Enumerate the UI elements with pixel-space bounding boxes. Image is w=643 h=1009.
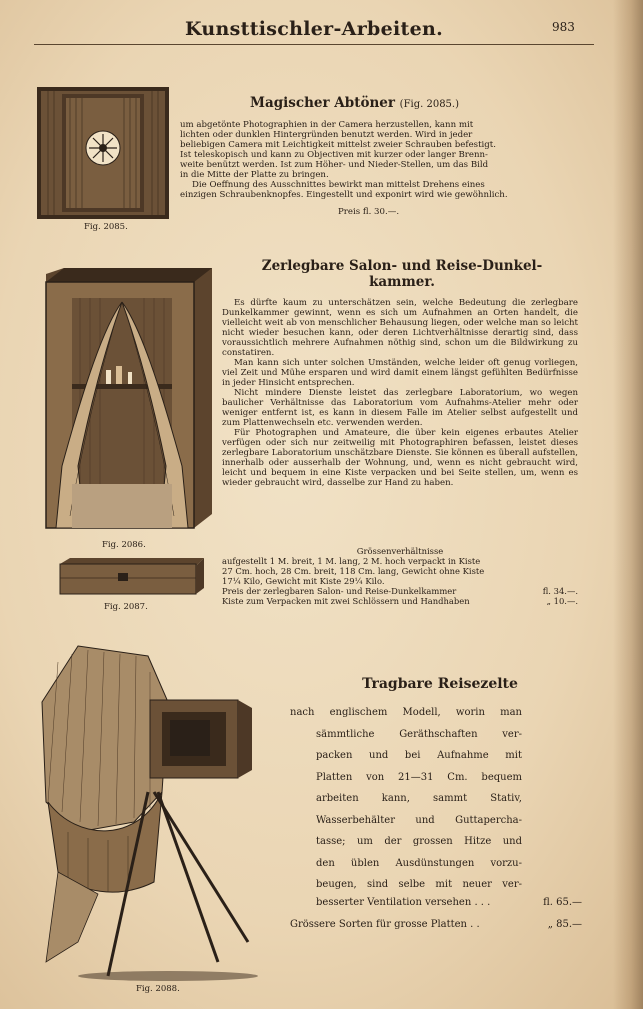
price-label: besserter Ventilation versehen . . . — [316, 897, 491, 908]
fig-2087-label: Fig. 2087. — [104, 602, 148, 612]
text-line: Platten von 21—31 Cm. bequem — [316, 771, 522, 783]
sizes-line: 17¼ Kilo, Gewicht mit Kiste 29¼ Kilo. — [222, 576, 385, 586]
fig-2085-illustration — [36, 86, 170, 220]
fig-2088-illustration — [38, 642, 284, 982]
text-line: tasse; um der grossen Hitze und — [316, 836, 522, 847]
price-label: Grössere Sorten für grosse Platten . . — [290, 918, 480, 930]
fig-2088-label: Fig. 2088. — [136, 984, 180, 994]
item-1-price: Preis fl. 30.—. — [338, 207, 400, 217]
price-value: fl. 34.—. — [542, 586, 578, 596]
paragraph: Nicht mindere Dienste leistet das zerlegbare Laboratorium, wo wegen baulicher Verhältnisse das Laboratorium vom Aufnahms-Atelier mehr oder weniger entfernt ist, es kann in diesem Falle im Atelier selbst aufgestellt und zum Plattenwechseln etc. verwenden werden. — [222, 388, 578, 428]
price-value: „ 10.—. — [546, 596, 578, 606]
text-line: packen und bei Aufnahme mit — [316, 750, 522, 761]
fig-2085-label: Fig. 2085. — [84, 222, 128, 232]
price-value: fl. 65.— — [543, 897, 582, 908]
paragraph: Man kann sich unter solchen Umständen, welche leider oft genug vorliegen, viel Zeit und Mühe ersparen und wird damit einem längst gefühlten Bedürfnisse in jeder Hinsicht entsprechen. — [222, 358, 578, 388]
header-rule — [34, 44, 594, 45]
text-line: nach englischem Modell, worin man — [290, 707, 522, 718]
text-line: um abgetönte Photographien in der Camera herzustellen, kann mit — [180, 120, 474, 130]
text-line: arbeiten kann, sammt Stativ, — [316, 793, 522, 804]
text-line: beugen, sind selbe mit neuer ver- — [316, 879, 522, 890]
text-line: in die Mitte der Platte zu bringen. — [180, 170, 329, 180]
price-label: Kiste zum Verpacken mit zwei Schlössern und Handhaben — [222, 596, 470, 606]
item-2-sizes — [222, 546, 578, 606]
fig-2086-illustration — [44, 266, 214, 534]
text-line: Wasserbehälter und Guttapercha- — [316, 814, 522, 826]
paragraph: Für Photographen und Amateure, die über kein eigenes erbautes Atelier verfügen oder sich nur zeitweilig mit Photographiren befassen, leistet dieses zerlegbare Laboratorium unschätzbare Dienste. Sie können es überall aufstellen, innerhalb oder ausserhalb der Wohnung, und, wenn es nicht gebraucht wird, leicht und bequem in eine Kiste verpacken und bei Seite stellen, um, wenn es wieder gebraucht wird, dasselbe zur Hand zu haben. — [222, 428, 578, 488]
text-line: weite benützt werden. Ist zum Höher- und Nieder-Stellen, um das Bild — [180, 160, 489, 170]
item-3-prices — [290, 892, 582, 935]
item-2-title-line2: kammer. — [369, 274, 435, 290]
text-line: den üblen Ausdünstungen vorzu- — [316, 857, 522, 869]
item-2-description — [222, 298, 578, 488]
item-2-title-line1: Zerlegbare Salon- und Reise-Dunkel- — [261, 258, 543, 274]
page-number: 983 — [552, 20, 575, 34]
text-line: lichten oder dunklen Hintergründen benutzt werden. Wird in jeder — [180, 130, 473, 140]
paragraph: Es dürfte kaum zu unterschätzen sein, welche Bedeutung die zerlegbare Dunkelkammer gewinnt, wenn es sich um Aufnahmen an Orten handelt, die vielleicht weit ab von menschlicher Behausung liegen, oder welche man so leicht nicht wieder besuchen kann, oder deren Lichtverhältnisse derartig sind, dass voraussichtlich mehrere Aufnahmen nöthig sind, schon um die Bildwirkung zu constatiren. — [222, 298, 578, 358]
item-1-description — [180, 120, 574, 200]
text-line: Ist teleskopisch und kann zu Objectiven mit kurzer oder langer Brenn- — [180, 150, 488, 160]
item-1-title-text: Magischer Abtöner — [250, 95, 395, 111]
text-line: Die Oeffnung des Ausschnittes bewirkt man mittelst Drehens eines — [192, 180, 485, 190]
price-value: „ 85.— — [547, 918, 582, 930]
price-label: Preis der zerlegbaren Salon- und Reise-Dunkelkammer — [222, 586, 457, 596]
price-row — [290, 892, 582, 914]
page-edge-shadow — [613, 0, 643, 1009]
price-row — [290, 914, 582, 936]
text-line: sämmtliche Geräthschaften ver- — [316, 728, 522, 740]
item-3-title: Tragbare Reisezelte — [362, 676, 518, 692]
sizes-line: aufgestellt 1 M. breit, 1 M. lang, 2 M. hoch verpackt in Kiste — [222, 556, 481, 566]
item-1-title — [250, 95, 500, 111]
price-row — [222, 586, 578, 596]
item-3-description — [290, 702, 522, 896]
sizes-line: 27 Cm. hoch, 28 Cm. breit, 118 Cm. lang, Gewicht ohne Kiste — [222, 566, 485, 576]
item-2-title — [222, 258, 582, 290]
item-1-title-ref: (Fig. 2085.) — [399, 99, 459, 110]
text-line: beliebigen Camera mit Leichtigkeit mittelst zweier Schrauben befestigt. — [180, 140, 496, 150]
sizes-heading: Grössenverhältnisse — [356, 546, 444, 556]
text-line: einzigen Schraubenknopfes. Eingestellt und exponirt wird wie gewöhnlich. — [180, 190, 508, 200]
price-row — [222, 596, 578, 606]
page-title: Kunsttischler-Arbeiten. — [185, 18, 444, 40]
fig-2087-illustration — [56, 556, 206, 596]
fig-2086-label: Fig. 2086. — [102, 540, 146, 550]
